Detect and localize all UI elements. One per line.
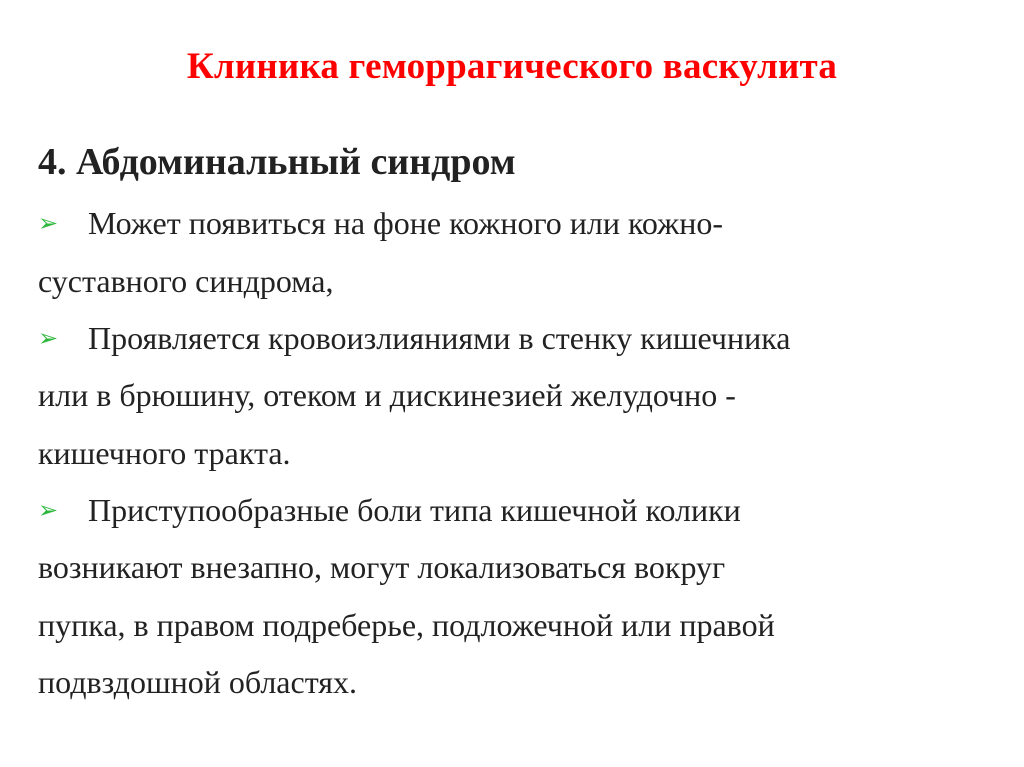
arrow-bullet-icon: ➢ — [38, 209, 59, 237]
arrow-bullet-icon: ➢ — [38, 496, 59, 524]
bullet-item-3-line-1 — [38, 490, 741, 530]
bullet-item-3-line-3: пупка, в правом подреберье, подложечной или правой — [38, 607, 775, 643]
bullet-text: Приступообразные боли типа кишечной колики — [88, 492, 741, 528]
slide-title: Клиника геморрагического васкулита — [186, 46, 838, 87]
bullet-text: Может появиться на фоне кожного или кожно- — [88, 205, 724, 241]
section-heading: 4. Абдоминальный синдром — [38, 141, 516, 183]
bullet-text: Проявляется кровоизлияниями в стенку кишечника — [88, 320, 791, 356]
bullet-item-2-line-2: или в брюшину, отеком и дискинезией желудочно - — [38, 377, 736, 413]
bullet-item-2-line-3: кишечного тракта. — [38, 435, 291, 471]
bullet-item-3-line-4: подвздошной областях. — [38, 664, 357, 700]
arrow-bullet-icon: ➢ — [38, 324, 59, 352]
bullet-item-1-line-1 — [38, 203, 723, 243]
bullet-item-3-line-2: возникают внезапно, могут локализоваться вокруг — [38, 549, 726, 585]
bullet-item-1-line-2: суставного синдрома, — [38, 263, 334, 299]
bullet-item-2-line-1 — [38, 318, 791, 358]
